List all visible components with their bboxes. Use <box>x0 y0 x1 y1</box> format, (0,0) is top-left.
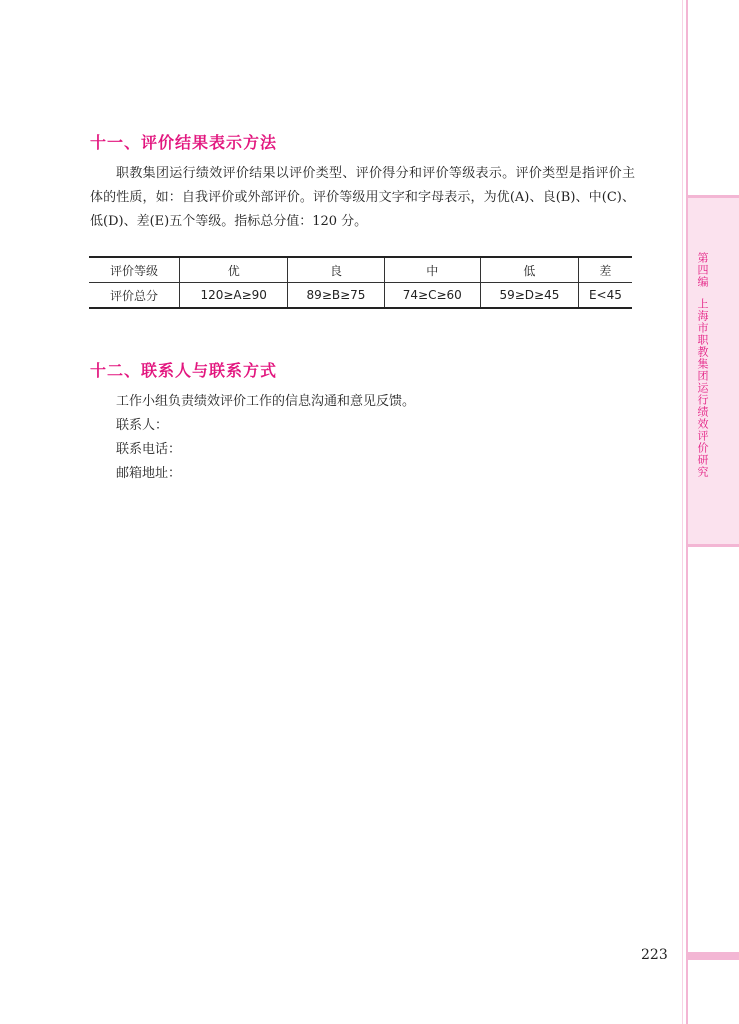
table-cell: 74≥C≥60 <box>384 283 480 309</box>
table-header-row <box>89 257 632 283</box>
page-number-tab <box>688 952 739 960</box>
contact-email: 邮箱地址： <box>116 466 182 481</box>
table-cell: 59≥D≥45 <box>481 283 579 309</box>
table-cell: 中 <box>384 257 480 283</box>
table-row <box>89 283 632 309</box>
grade-table <box>89 256 632 309</box>
chapter-side-label <box>694 252 710 478</box>
contact-phone: 联系电话： <box>116 442 182 457</box>
table-cell: 优 <box>180 257 288 283</box>
table-cell: 评价等级 <box>89 257 180 283</box>
chapter-title: 上海市职教集团运行绩效评价研究 <box>696 298 709 478</box>
table-cell: E<45 <box>578 283 632 309</box>
table-cell: 评价总分 <box>89 283 180 309</box>
chapter-part: 第四编 <box>696 252 709 288</box>
section-11-paragraph: 职教集团运行绩效评价结果以评价类型、评价得分和评价等级表示。评价类型是指评价主体的性质，如：自我评价或外部评价。评价等级用文字和字母表示，为优(A)、良(B)、中(C)、低(D)、差(E)五个等级。指标总分值：120 分。 <box>90 166 635 229</box>
section-11-heading: 十一、评价结果表示方法 <box>90 133 278 152</box>
table-cell: 良 <box>288 257 384 283</box>
contact-person: 联系人： <box>116 418 169 433</box>
section-12-heading: 十二、联系人与联系方式 <box>90 361 278 380</box>
page-number: 223 <box>641 947 668 963</box>
table-cell: 低 <box>481 257 579 283</box>
contact-intro: 工作小组负责绩效评价工作的信息沟通和意见反馈。 <box>116 394 416 409</box>
table-cell: 差 <box>578 257 632 283</box>
table-cell: 89≥B≥75 <box>288 283 384 309</box>
margin-line-thin <box>682 0 683 1024</box>
table-cell: 120≥A≥90 <box>180 283 288 309</box>
